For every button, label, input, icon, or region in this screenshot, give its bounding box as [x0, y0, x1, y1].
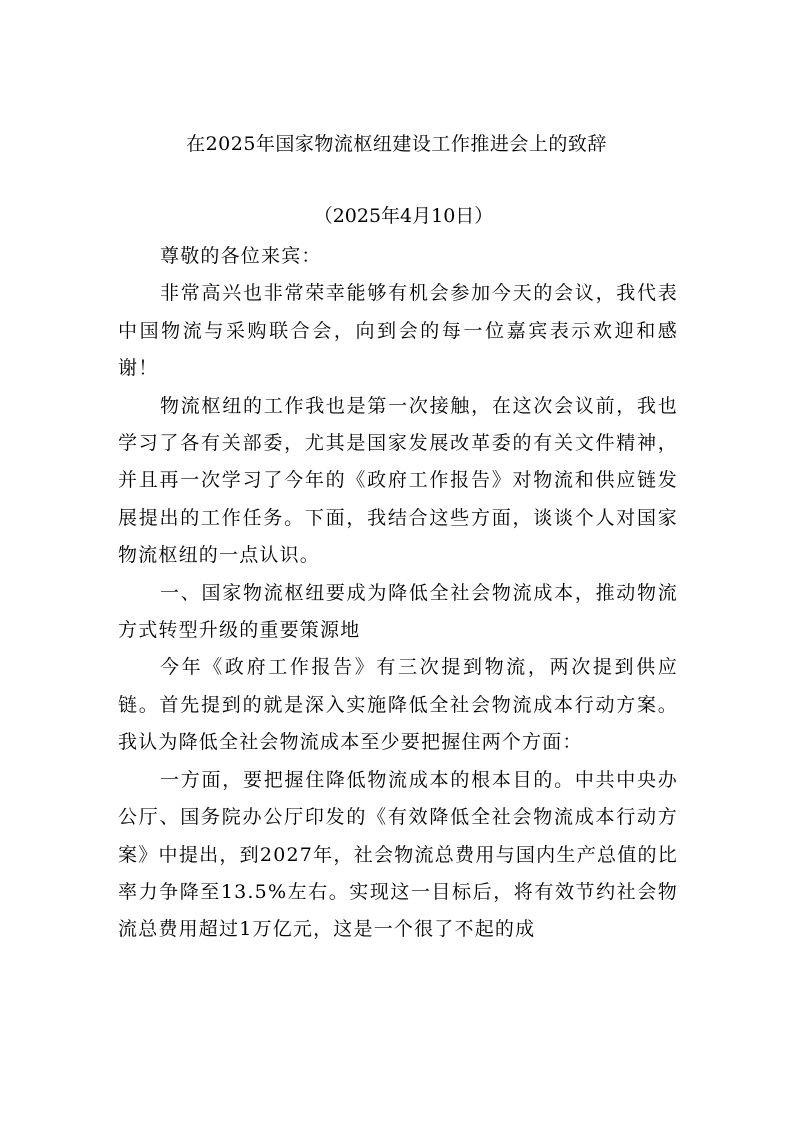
document-date: （2025年4月10日）: [313, 205, 494, 227]
salutation: 尊敬的各位来宾：: [160, 245, 322, 267]
section-heading-1: 一、国家物流枢纽要成为降低全社会物流成本，推动物流方式转型升级的重要策源地: [118, 581, 678, 642]
paragraph-cost-goal: 一方面，要把握住降低物流成本的根本目的。中共中央办公厅、国务院办公厅印发的《有效降低全社会物流成本行动方案》中提出，到2027年，社会物流总费用与国内生产总值的比率力争降至13.5%左右。实现这一目标后，将有效节约社会物流总费用超过1万亿元，这是一个很了不起的成: [118, 768, 678, 941]
paragraph-report: 今年《政府工作报告》有三次提到物流，两次提到供应链。首先提到的就是深入实施降低全社会物流成本行动方案。我认为降低全社会物流成本至少要把握住两个方面：: [118, 656, 678, 754]
document-body: [118, 238, 678, 949]
document-title: 在2025年国家物流枢纽建设工作推进会上的致辞: [186, 133, 607, 155]
paragraph-understanding: 物流枢纽的工作我也是第一次接触，在这次会议前，我也学习了各有关部委，尤其是国家发展改革委的有关文件精神，并且再一次学习了今年的《政府工作报告》对物流和供应链发展提出的工作任务。下面，我结合这些方面，谈谈个人对国家物流枢纽的一点认识。: [118, 394, 678, 567]
paragraph-welcome: 非常高兴也非常荣幸能够有机会参加今天的会议，我代表中国物流与采购联合会，向到会的每一位嘉宾表示欢迎和感谢！: [118, 282, 678, 380]
